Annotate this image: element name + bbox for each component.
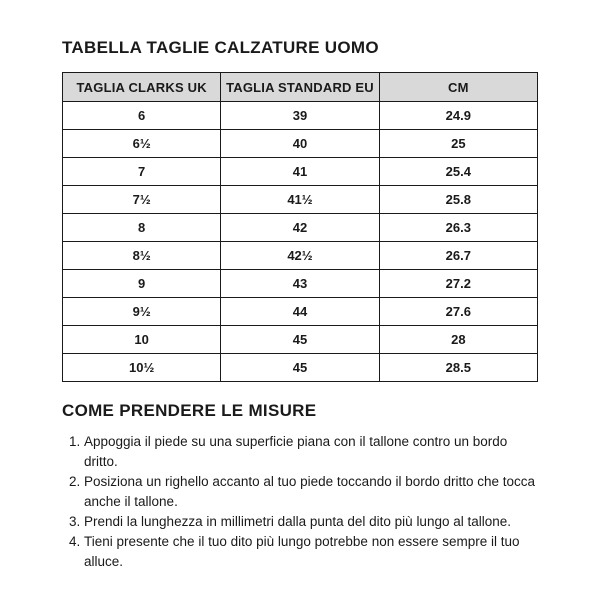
table-cell: 27.2 [379, 270, 537, 298]
table-cell: 7 [63, 158, 221, 186]
table-cell: 10½ [63, 354, 221, 382]
table-row [63, 214, 538, 242]
size-table-body [63, 102, 538, 382]
instructions-list [62, 432, 538, 572]
table-cell: 45 [221, 354, 379, 382]
table-cell: 27.6 [379, 298, 537, 326]
page-title: TABELLA TAGLIE CALZATURE UOMO [62, 38, 379, 57]
table-cell: 41½ [221, 186, 379, 214]
table-cell: 42 [221, 214, 379, 242]
table-row [63, 242, 538, 270]
table-cell: 10 [63, 326, 221, 354]
table-cell: 26.3 [379, 214, 537, 242]
table-cell: 26.7 [379, 242, 537, 270]
table-cell: 41 [221, 158, 379, 186]
table-cell: 44 [221, 298, 379, 326]
instructions-heading: COME PRENDERE LE MISURE [62, 401, 317, 420]
table-cell: 9 [63, 270, 221, 298]
table-cell: 43 [221, 270, 379, 298]
table-cell: 8½ [63, 242, 221, 270]
table-cell: 25.4 [379, 158, 537, 186]
table-row [63, 298, 538, 326]
size-table-head [63, 73, 538, 102]
instruction-item: 2. Posiziona un righello accanto al tuo piede toccando il bordo dritto che tocca anche il tallone. [84, 472, 538, 512]
table-cell: 39 [221, 102, 379, 130]
table-cell: 9½ [63, 298, 221, 326]
table-cell: 8 [63, 214, 221, 242]
table-row [63, 354, 538, 382]
table-cell: 45 [221, 326, 379, 354]
table-row [63, 102, 538, 130]
table-cell: 7½ [63, 186, 221, 214]
column-header: TAGLIA STANDARD EU [221, 73, 379, 102]
table-cell: 40 [221, 130, 379, 158]
table-row [63, 326, 538, 354]
table-cell: 28.5 [379, 354, 537, 382]
table-row [63, 158, 538, 186]
instruction-item: 4. Tieni presente che il tuo dito più lungo potrebbe non essere sempre il tuo alluce. [84, 532, 538, 572]
table-cell: 6 [63, 102, 221, 130]
column-header: TAGLIA CLARKS UK [63, 73, 221, 102]
table-cell: 42½ [221, 242, 379, 270]
column-header: CM [379, 73, 537, 102]
table-cell: 25.8 [379, 186, 537, 214]
table-header-row [63, 73, 538, 102]
table-row [63, 270, 538, 298]
table-cell: 28 [379, 326, 537, 354]
size-table [62, 72, 538, 382]
table-row [63, 130, 538, 158]
instruction-item: 3. Prendi la lunghezza in millimetri dalla punta del dito più lungo al tallone. [84, 512, 538, 532]
table-row [63, 186, 538, 214]
instruction-item: 1. Appoggia il piede su una superficie piana con il tallone contro un bordo dritto. [84, 432, 538, 472]
table-cell: 25 [379, 130, 537, 158]
table-cell: 6½ [63, 130, 221, 158]
table-cell: 24.9 [379, 102, 537, 130]
